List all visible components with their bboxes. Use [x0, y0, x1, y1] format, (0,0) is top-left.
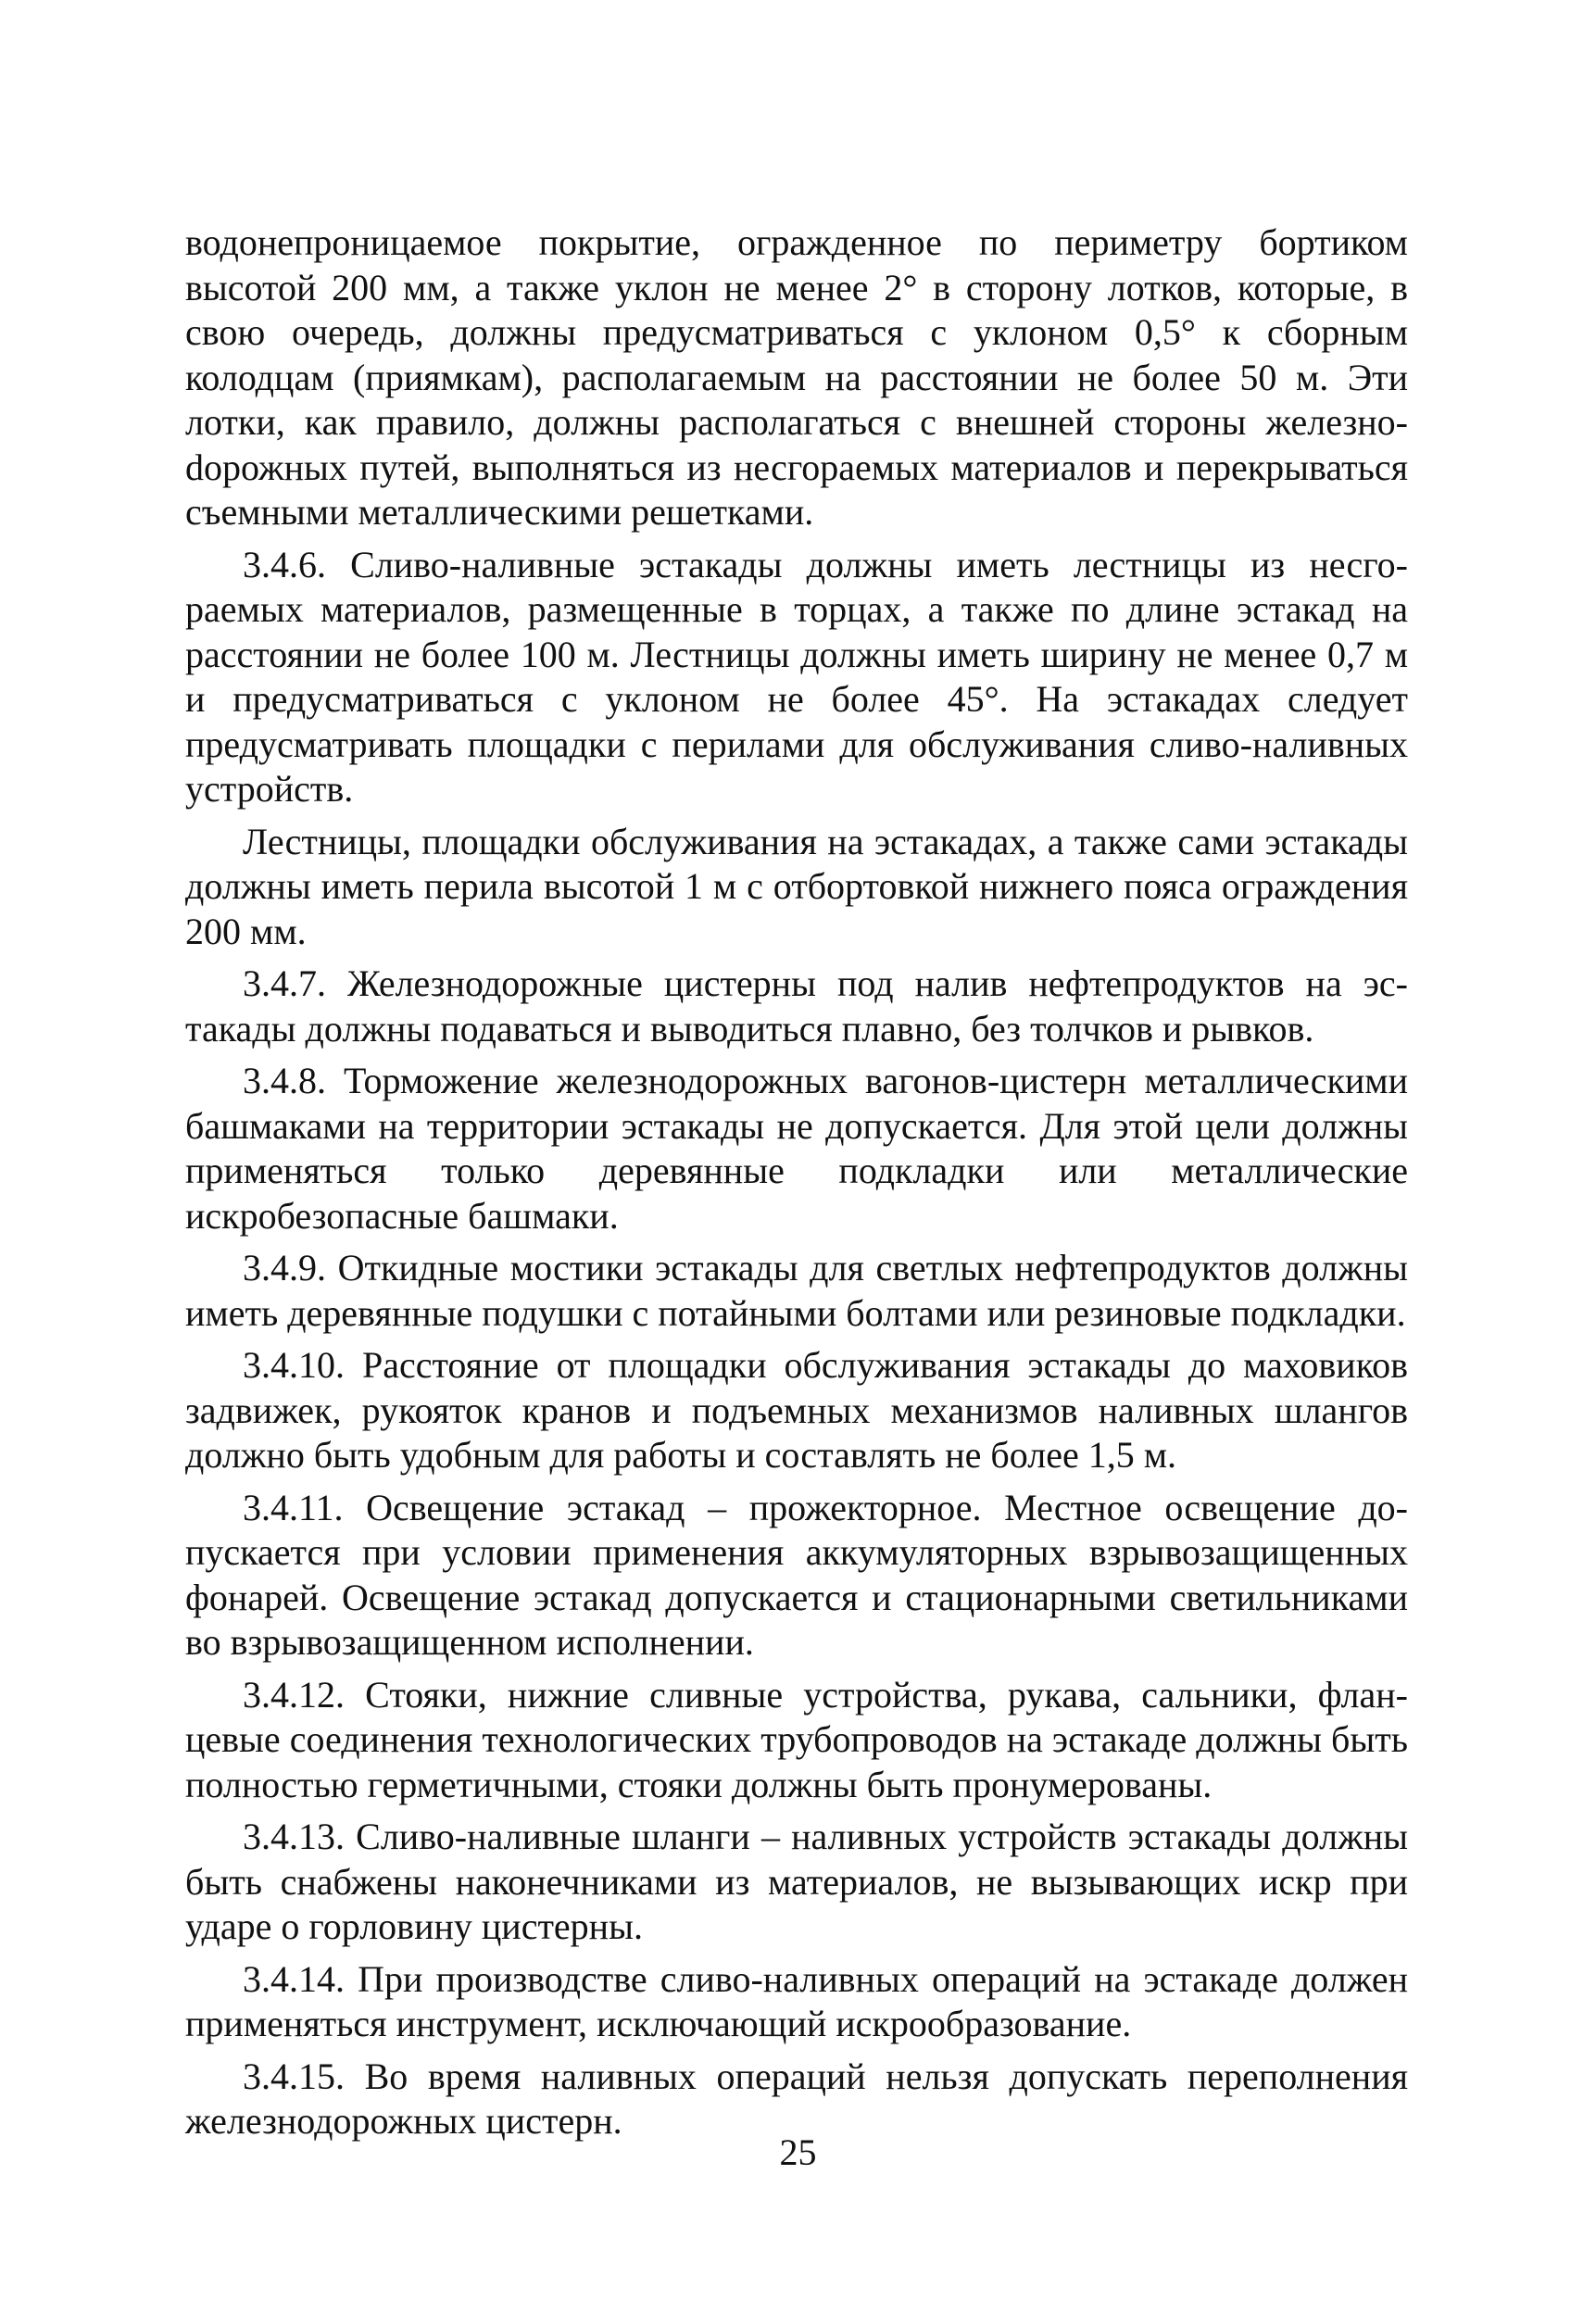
paragraph-3-4-15: 3.4.15. Во время наливных операций нельзя допускать переполнения железнодорожных цистерн. — [185, 2055, 1408, 2142]
paragraph-3-4-14: 3.4.14. При производстве сливо-наливных операций на эстакаде должен применяться инструмент, исключающий искрообразование. — [185, 1957, 1408, 2044]
paragraph-3-4-6: 3.4.6. Сливо-наливные эстакады должны иметь лестницы из несгораемых материалов, размещенные в торцах, а также по длине эстакад на расстоянии не более 100 м. Лестницы должны иметь ширину не менее 0,7 м и предусматриваться с уклоном не более 45°. На эстакадах следует предусматривать площадки с перилами для обслуживания сливо-наливных устройств. — [185, 543, 1408, 810]
page-number: 25 — [779, 2131, 817, 2173]
paragraph-3-4-8: 3.4.8. Торможение железнодорожных вагонов-цистерн металлическими башмаками на территории эстакады не допускается. Для этой цели должны применяться только деревянные подкладки или металлические искробезопасные башмаки. — [185, 1060, 1408, 1237]
paragraph-3-4-12: 3.4.12. Стояки, нижние сливные устройства, рукава, сальники, фланцевые соединения технологических трубопроводов на эстакаде должны быть полностью герметичными, стояки должны быть пронумерованы. — [185, 1673, 1408, 1805]
paragraph-3-4-11: 3.4.11. Освещение эстакад – прожекторное. Местное освещение допускается при условии применения аккумуляторных взрывозащищенных фонарей. Освещение эстакад допускается и стационарными светильниками во взрывозащищенном исполнении. — [185, 1486, 1408, 1663]
paragraph-stairs: Лестницы, площадки обслуживания на эстакадах, а также сами эстакады должны иметь перила высотой 1 м с отбортовкой нижнего пояса ограждения 200 мм. — [185, 820, 1408, 952]
paragraph-3-4-10: 3.4.10. Расстояние от площадки обслуживания эстакады до маховиков задвижек, рукояток кранов и подъемных механизмов наливных шлангов должно быть удобным для работы и составлять не более 1,5 м. — [185, 1344, 1408, 1476]
paragraph-3-4-13: 3.4.13. Сливо-наливные шланги – наливных устройств эстакады должны быть снабжены наконечниками из материалов, не вызывающих искр при ударе о горловину цистерны. — [185, 1816, 1408, 1947]
paragraph-3-4-9: 3.4.9. Откидные мостики эстакады для светлых нефтепродуктов должны иметь деревянные подушки с потайными болтами или резиновые подкладки. — [185, 1247, 1408, 1334]
paragraph-continuation: водонепроницаемое покрытие, огражденное по периметру бортиком высотой 200 мм, а также уклон не менее 2° в сторону лотков, которые, в свою очередь, должны предусматриваться с уклоном 0,5° к сборным колодцам (приямкам), располагаемым на расстоянии не более 50 м. Эти лотки, как правило, должны располагаться с внешней стороны железноdорожных путей, выполняться из несгораемых материалов и перекрываться съемными металлическими решетками. — [185, 221, 1408, 533]
body-text — [185, 220, 1408, 2152]
paragraph-3-4-7: 3.4.7. Железнодорожные цистерны под налив нефтепродуктов на эстакады должны подаваться и выводиться плавно, без толчков и рывков. — [185, 962, 1408, 1050]
